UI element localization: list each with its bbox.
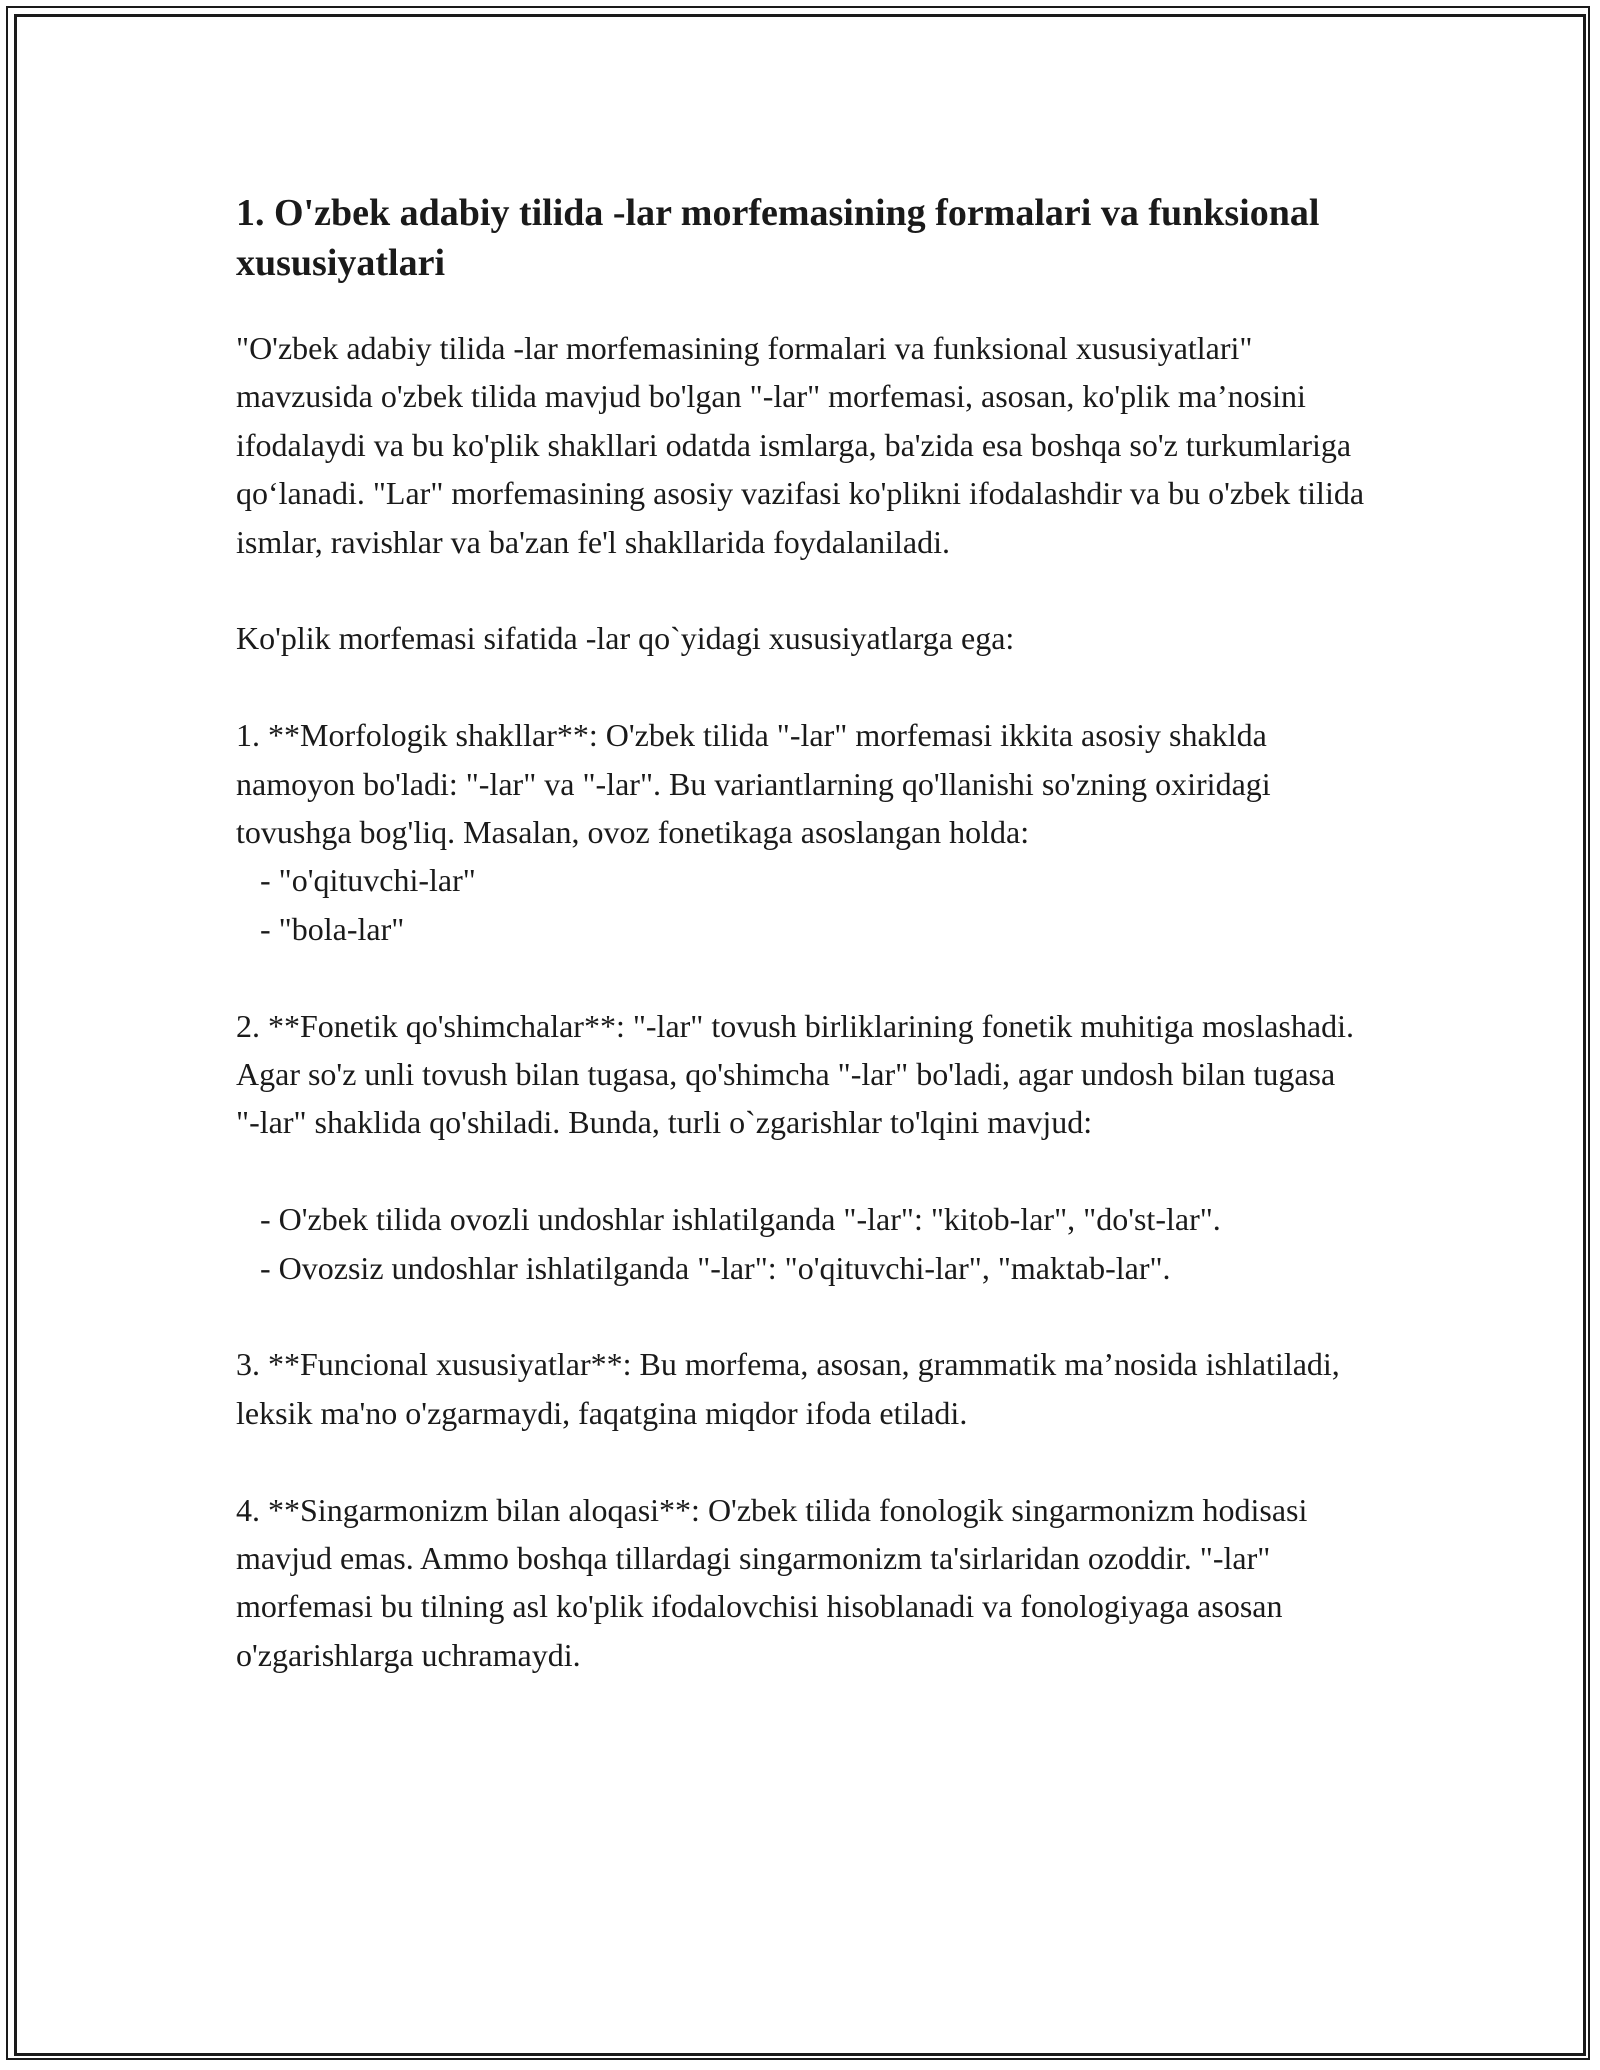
list-item-3: 3. **Funcional xususiyatlar**: Bu morfema, asosan, grammatik ma’nosida ishlatiladi, leksik ma'no o'zgarmaydi, faqatgina miqdor ifoda etiladi. xyxy=(236,1346,1348,1431)
list-item-1: 1. **Morfologik shakllar**: O'zbek tilida "-lar" morfemasi ikkita asosiy shaklda namoyon bo'ladi: "-lar" va "-lar". Bu variantlarning qo'llanishi so'zning oxiridagi tovushga bog'liq. Masalan, ovoz fonetikaga asoslangan holda: xyxy=(236,717,1279,851)
paragraph-gap xyxy=(236,1437,1366,1485)
paragraph-gap xyxy=(236,566,1366,614)
paragraph-gap xyxy=(236,1292,1366,1340)
example-line: - "o'qituvchi-lar" xyxy=(236,862,476,899)
document-title: 1. O'zbek adabiy tilida -lar morfemasining formalari va funksional xususiyatlari xyxy=(236,192,1320,284)
example-line: - O'zbek tilida ovozli undoshlar ishlatilganda "-lar": "kitob-lar", "do'st-lar". xyxy=(236,1201,1221,1238)
document-body xyxy=(236,188,1373,1679)
paragraph-gap xyxy=(236,663,1366,711)
list-item-4: 4. **Singarmonizm bilan aloqasi**: O'zbek tilida fonologik singarmonizm hodisasi mavjud emas. Ammo boshqa tillardagi singarmonizm ta'sirlaridan ozoddir. "-lar" morfemasi bu tilning asl ko'plik ifodalovchisi hisoblanadi va fonologiyaga asosan o'zgarishlarga uchramaydi. xyxy=(236,1491,1316,1673)
list-item-2: 2. **Fonetik qo'shimchalar**: "-lar" tovush birliklarining fonetik muhitiga moslashadi. Agar so'z unli tovush bilan tugasa, qo'shimcha "-lar" bo'ladi, agar undosh bilan tugasa "-lar" shaklida qo'shiladi. Bunda, turli o`zgarishlar to'lqini mavjud: xyxy=(236,1007,1361,1141)
paragraph-gap xyxy=(236,953,1366,1001)
paragraph-gap xyxy=(236,1147,1366,1195)
example-line: - "bola-lar" xyxy=(236,910,405,947)
lead-paragraph: Ko'plik morfemasi sifatida -lar qo`yidagi xususiyatlarga ega: xyxy=(236,620,1015,657)
example-line: - Ovozsiz undoshlar ishlatilganda "-lar": "o'qituvchi-lar", "maktab-lar". xyxy=(236,1249,1171,1286)
intro-paragraph: "O'zbek adabiy tilida -lar morfemasining formalari va funksional xususiyatlari" mavzusida o'zbek tilida mavjud bo'lgan "-lar" morfemasi, asosan, ko'plik ma’nosini ifodalaydi va bu ko'plik shakllari odatda ismlarga, ba'zida esa boshqa so'z turkumlariga qo‘lanadi. "Lar" morfemasining asosiy vazifasi ko'plikni ifodalashdir va bu o'zbek tilida ismlar, ravishlar va ba'zan fe'l shakllarida foydalaniladi. xyxy=(236,330,1373,560)
